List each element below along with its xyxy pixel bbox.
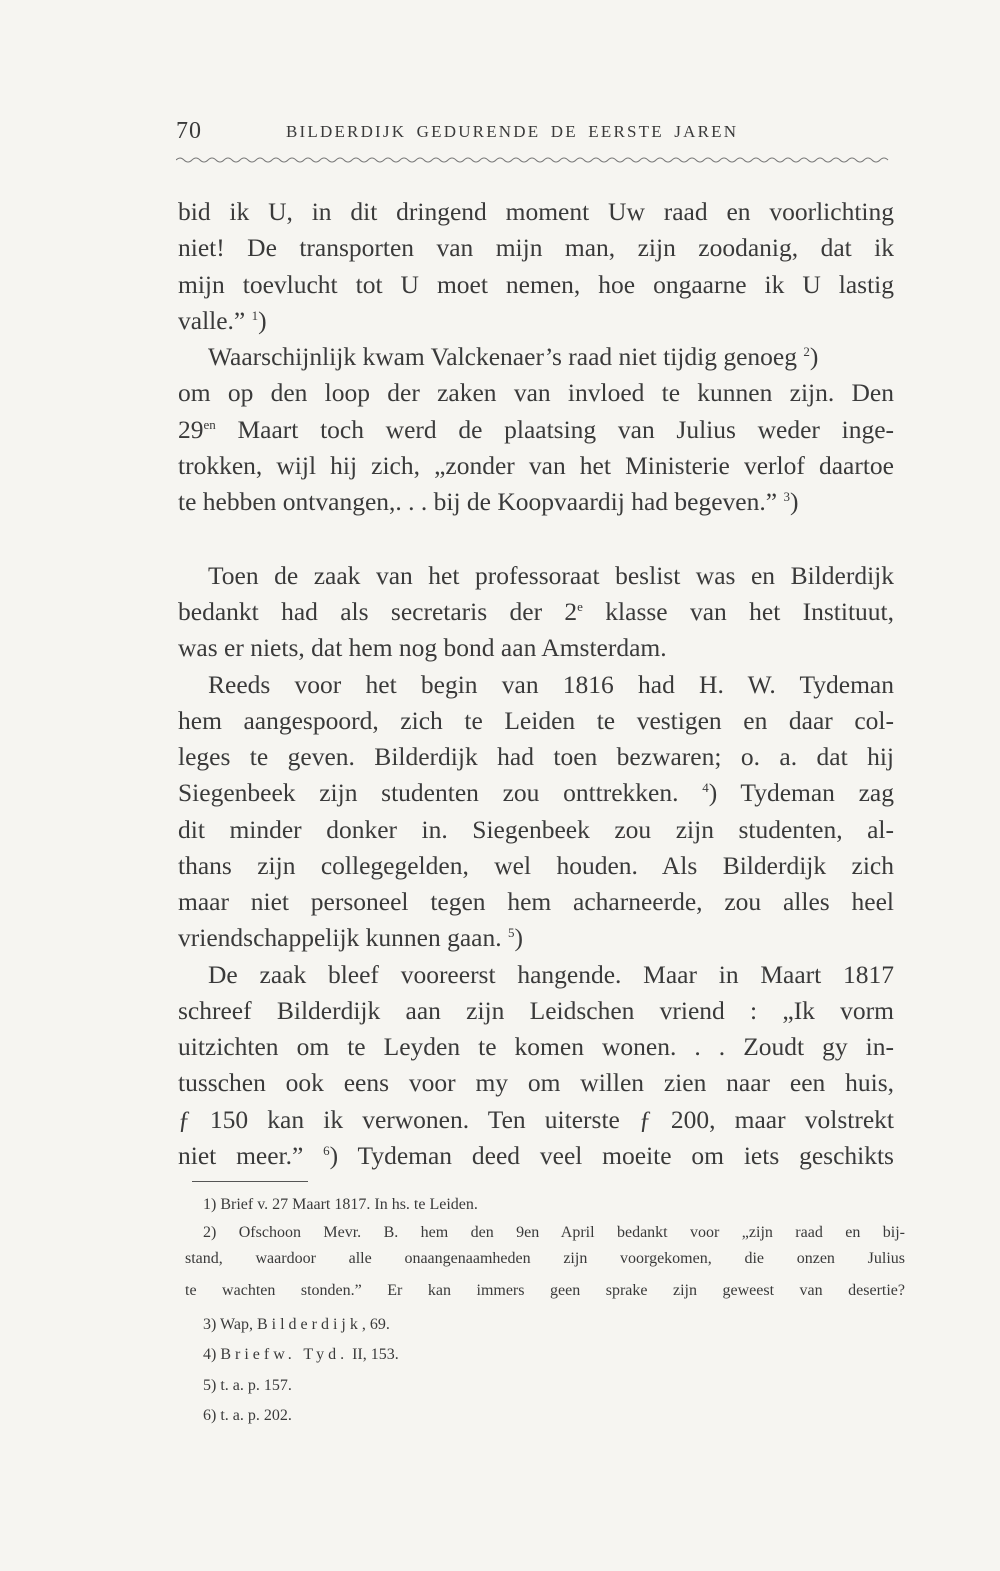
footnote <box>203 1312 905 1338</box>
header-wavy-rule <box>176 156 892 164</box>
footnote-ref[interactable]: 4 <box>702 780 709 795</box>
text-fragment: 29 <box>178 415 204 444</box>
text-line <box>208 339 894 375</box>
text-fragment: klasse van het Instituut, <box>605 597 894 626</box>
text-line <box>178 484 894 520</box>
text-fragment: Siegenbeek zijn studenten zou onttrekken. <box>178 778 679 807</box>
text-line: om op den loop der zaken van invloed te kunnen zijn. Den <box>178 378 894 407</box>
footnote-ref[interactable]: 1 <box>251 308 259 323</box>
footnote: 5) t. a. p. 157. <box>203 1377 292 1394</box>
text-line: trokken, wijl hij zich, „zonder van het Ministerie verlof daartoe <box>178 451 894 480</box>
text-fragment: Bilderdijk <box>256 1316 362 1333</box>
footnote: stand, waardoor alle onaangenaamheden zijn voorgekomen, die onzen Julius <box>185 1250 905 1267</box>
text-line: hem aangespoord, zich te Leiden te vestigen en daar col- <box>178 706 894 735</box>
footnote-rule <box>192 1181 308 1182</box>
text-line <box>178 920 894 956</box>
text-line <box>178 1138 894 1174</box>
text-fragment: te hebben ontvangen,. . . bij de Koopvaardij had begeven.” <box>178 487 778 516</box>
text-fragment: bedankt had als secretaris der 2 <box>178 597 578 626</box>
text-line: thans zijn collegegelden, wel houden. Als Bilderdijk zich <box>178 851 894 880</box>
text-line: dit minder donker in. Siegenbeek zou zijn studenten, al- <box>178 815 894 844</box>
text-line: uitzichten om te Leyden te komen wonen. . . Zoudt gy in- <box>178 1032 894 1061</box>
text-fragment: niet meer.” <box>178 1141 304 1170</box>
text-fragment: 3) Wap, <box>203 1316 253 1333</box>
text-line <box>178 303 894 339</box>
text-fragment: ) Tydeman zag <box>708 778 894 807</box>
text-line: mijn toevlucht tot U moet nemen, hoe ongaarne ik U lastig <box>178 270 894 299</box>
text-fragment: ) <box>789 487 799 516</box>
footnote-ref[interactable]: 6 <box>323 1143 330 1158</box>
text-fragment: Maart toch werd de plaatsing van Julius weder inge- <box>237 415 895 444</box>
text-line: bid ik U, in dit dringend moment Uw raad en voorlichting <box>178 197 894 226</box>
text-line: De zaak bleef vooreerst hangende. Maar in Maart 1817 <box>208 960 894 989</box>
text-line: maar niet personeel tegen hem acharneerde, zou alles heel <box>178 887 894 916</box>
footnote-ref[interactable]: 2 <box>803 344 810 359</box>
text-line <box>178 594 894 630</box>
text-fragment: ) Tydeman deed veel moeite om iets geschikts <box>329 1141 894 1170</box>
text-line: ƒ 150 kan ik verwonen. Ten uiterste ƒ 200, maar volstrekt <box>178 1105 894 1134</box>
text-fragment: ) <box>258 306 267 335</box>
text-line: niet! De transporten van mijn man, zijn zoodanig, dat ik <box>178 233 894 262</box>
footnote-ref[interactable]: 3 <box>783 489 790 504</box>
page-number: 70 <box>176 118 202 144</box>
page-header <box>176 118 892 148</box>
running-title: BILDERDIJK GEDURENDE DE EERSTE JAREN <box>286 122 739 141</box>
text-fragment: ) <box>514 923 523 952</box>
text-line: schreef Bilderdijk aan zijn Leidschen vriend : „Ik vorm <box>178 996 894 1025</box>
text-fragment: valle.” <box>178 306 246 335</box>
footnote <box>203 1342 905 1368</box>
text-line: leges te geven. Bilderdijk had toen bezwaren; o. a. dat hij <box>178 742 894 771</box>
text-line: Toen de zaak van het professoraat beslist was en Bilderdijk <box>208 561 894 590</box>
text-fragment: II, 153. <box>352 1346 399 1363</box>
text-fragment: 4) <box>203 1346 217 1363</box>
text-fragment: , 69. <box>361 1316 390 1333</box>
footnote: te wachten stonden.” Er kan immers geen sprake zijn geweest van desertie? <box>185 1282 905 1299</box>
text-line: was er niets, dat hem nog bond aan Amsterdam. <box>178 633 667 662</box>
footnote: 6) t. a. p. 202. <box>203 1407 292 1424</box>
superscript: en <box>203 417 216 432</box>
footnote-ref[interactable]: 5 <box>507 925 515 940</box>
text-line <box>178 412 894 448</box>
footnote: 2) Ofschoon Mevr. B. hem den 9en April bedankt voor „zijn raad en bij- <box>203 1224 905 1241</box>
text-line <box>178 775 894 811</box>
text-fragment: vriendschappelijk kunnen gaan. <box>178 923 502 952</box>
text-line: tusschen ook eens voor my om willen zien naar een huis, <box>178 1068 894 1097</box>
text-fragment: Briefw. Tyd. <box>220 1346 349 1363</box>
text-line: Reeds voor het begin van 1816 had H. W. Tydeman <box>208 670 894 699</box>
footnote: 1) Brief v. 27 Maart 1817. In hs. te Leiden. <box>203 1196 478 1213</box>
text-fragment: Waarschijnlijk kwam Valckenaer’s raad niet tijdig genoeg <box>208 342 797 371</box>
text-fragment: ) <box>809 342 819 371</box>
superscript: e <box>577 599 583 614</box>
